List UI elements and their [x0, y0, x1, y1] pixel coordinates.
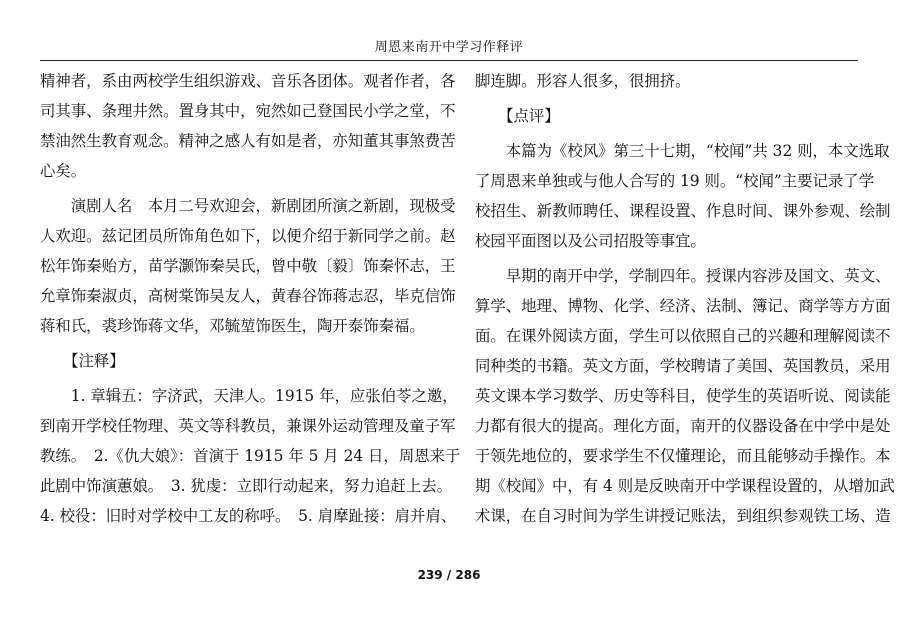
right-text-column — [475, 66, 895, 531]
text-line: 允章饰秦淑贞，高树棠饰吴友人，黄春谷饰蒋志忍，毕克信饰 — [40, 287, 456, 305]
text-line: 英文课本学习数学、历史等科目，使学生的英语听说、阅读能 — [475, 387, 891, 405]
text-line: 于领先地位的，要求学生不仅懂理论，而且能够动手操作。本 — [475, 447, 891, 465]
text-line: 校招生、新教师聘任、课程设置、作息时间、课外参观、绘制 — [475, 202, 891, 220]
text-line: 同种类的书籍。英文方面，学校聘请了美国、英国教员，采用 — [475, 357, 891, 375]
text-line: 到南开学校任物理、英文等科教员，兼课外运动管理及童子军 — [40, 417, 456, 435]
running-header-title: 周恩来南开中学习作释评 — [374, 40, 524, 55]
header-divider — [40, 60, 858, 61]
text-line: 司其事、条理井然。置身其中，宛然如己登国民小学之堂，不 — [40, 102, 456, 120]
text-line: 本篇为《校风》第三十七期，“校闻”共 32 则，本文选取 — [475, 142, 890, 160]
text-line: 术课，在自习时间为学生讲授记账法，到组织参观铁工场、造 — [475, 507, 891, 525]
text-line: 力都有很大的提高。理化方面，南开的仪器设备在中学中是处 — [475, 417, 891, 435]
text-line: 蒋和氏，裘珍饰蒋文华，邓毓堃饰医生，陶开泰饰秦福。 — [40, 317, 425, 335]
text-line: 精神者，系由两校学生组织游戏、音乐各团体。观者作者，各 — [40, 72, 456, 90]
text-line: 人欢迎。兹记团员所饰角色如下，以便介绍于新同学之前。赵 — [40, 227, 456, 245]
text-line: 期《校闻》中，有 4 则是反映南开中学课程设置的，从增加武 — [475, 477, 895, 495]
text-line: 面。在课外阅读方面，学生可以依照自己的兴趣和理解阅读不 — [475, 327, 891, 345]
text-line: 校园平面图以及公司招股等事宜。 — [475, 232, 706, 250]
text-line: 此剧中饰演蕙娘。 3. 犹虔：立即行动起来，努力追赶上去。 — [40, 477, 453, 495]
text-line: 算学、地理、博物、化学、经济、法制、簿记、商学等方方面 — [475, 297, 891, 315]
left-text-column — [40, 66, 461, 531]
text-line: 松年饰秦贻方，苗学灏饰秦吴氏，曾中敬〔毅〕饰秦怀志，王 — [40, 257, 456, 275]
text-line: 教练。 2.《仇大娘》：首演于 1915 年 5 月 24 日，周恩来于 — [40, 447, 461, 465]
text-line: 早期的南开中学，学制四年。授课内容涉及国文、英文、 — [475, 267, 891, 285]
text-line: 心矣。 — [40, 162, 87, 180]
text-line: 4. 校役：旧时对学校中工友的称呼。 5. 肩摩趾接：肩并肩、 — [40, 507, 457, 525]
page-number: 239 / 286 — [417, 568, 481, 582]
text-line: 了周恩来单独或与他人合写的 19 则。“校闻”主要记录了学 — [475, 172, 875, 190]
section-heading-notes: 【注释】 — [40, 352, 125, 370]
text-line: 禁油然生教育观念。精神之感人有如是者，亦知董其事煞费苦 — [40, 132, 456, 150]
text-line: 脚连脚。形容人很多，很拥挤。 — [475, 72, 691, 90]
text-line: 1. 章辑五：字济武，天津人。1915 年，应张伯苓之邀， — [40, 387, 458, 405]
section-heading-commentary: 【点评】 — [475, 107, 560, 125]
text-line: 演剧人名 本月二号欢迎会，新剧团所演之新剧，现极受 — [40, 197, 456, 215]
